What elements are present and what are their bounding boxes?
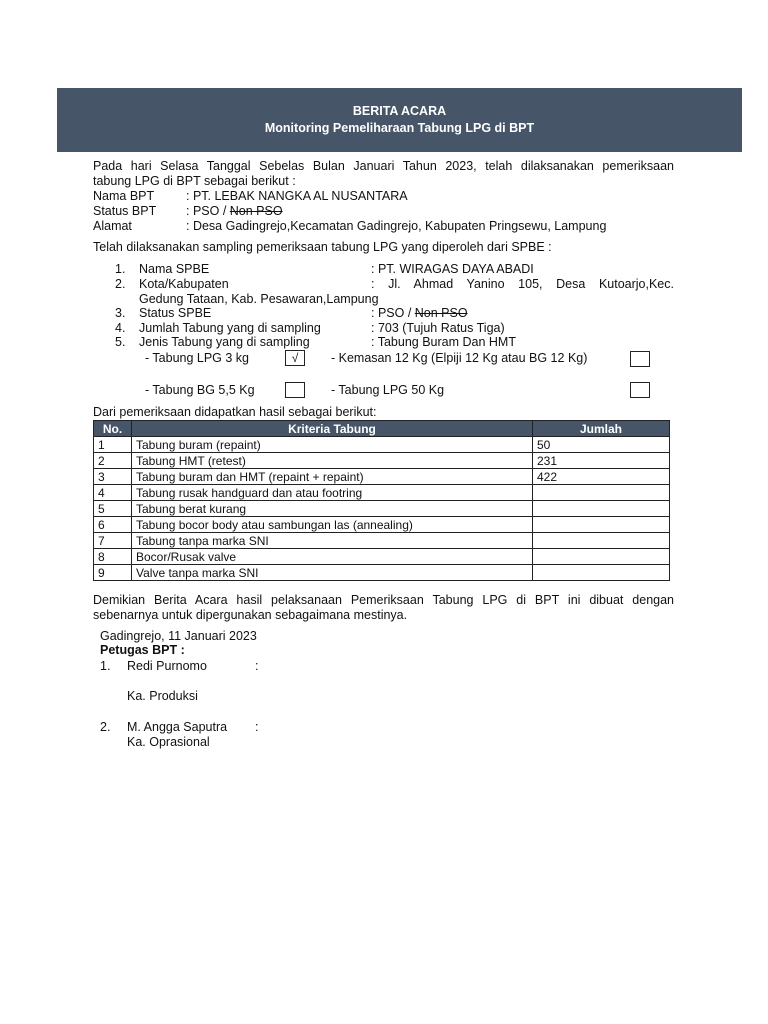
sampling-label-4: Jumlah Tabung yang di sampling (139, 321, 321, 335)
officer-colon-1: : (255, 659, 259, 673)
table-row (94, 453, 670, 469)
status-spbe-strike: Non PSO (414, 306, 468, 320)
cell-jumlah (533, 501, 670, 517)
intro-line-1: Pada hari Selasa Tanggal Sebelas Bulan Januari Tahun 2023, telah dilaksanakan pemeriksaan (93, 159, 674, 173)
cell-no: 9 (94, 565, 132, 581)
field-label-alamat: Alamat (93, 219, 132, 233)
table-row (94, 533, 670, 549)
table-row (94, 565, 670, 581)
sampling-value-2-cont: Gedung Tataan, Kab. Pesawaran,Lampung (139, 292, 379, 306)
sampling-num-5: 5. (115, 335, 126, 349)
sampling-value-5: : Tabung Buram Dan HMT (371, 335, 516, 349)
option-label-kemasan-12kg: - Kemasan 12 Kg (Elpiji 12 Kg atau BG 12 Kg) (331, 351, 588, 365)
cell-jumlah: 231 (533, 453, 670, 469)
officer-name-1: Redi Purnomo (127, 659, 207, 673)
field-label-status-bpt: Status BPT (93, 204, 157, 218)
table-header-row (94, 421, 670, 437)
cell-no: 7 (94, 533, 132, 549)
place-date: Gadingrejo, 11 Januari 2023 (100, 629, 257, 643)
sampling-label-5: Jenis Tabung yang di sampling (139, 335, 310, 349)
cell-jumlah: 422 (533, 469, 670, 485)
status-spbe-value: : PSO / (371, 306, 415, 320)
table-row (94, 517, 670, 533)
officer-role-1: Ka. Produksi (127, 689, 198, 703)
cell-no: 6 (94, 517, 132, 533)
results-intro: Dari pemeriksaan didapatkan hasil sebagai berikut: (93, 405, 377, 419)
option-label-bg-5kg: - Tabung BG 5,5 Kg (145, 383, 255, 397)
cell-jumlah: 50 (533, 437, 670, 453)
option-checkbox-bg-5kg[interactable] (285, 382, 305, 398)
document-title: BERITA ACARA (352, 104, 447, 118)
sampling-num-2: 2. (115, 277, 126, 291)
column-header-kriteria: Kriteria Tabung (132, 421, 533, 437)
sampling-value-2: : Jl. Ahmad Yanino 105, Desa Kutoarjo,Kec. (371, 277, 674, 291)
cell-jumlah (533, 517, 670, 533)
cell-jumlah (533, 549, 670, 565)
cell-no: 8 (94, 549, 132, 565)
officer-colon-2: : (255, 720, 259, 734)
table-row (94, 501, 670, 517)
officer-name-2: M. Angga Saputra (127, 720, 228, 734)
cell-kriteria: Tabung bocor body atau sambungan las (annealing) (132, 517, 533, 533)
option-checkbox-lpg-50kg[interactable] (630, 382, 650, 398)
column-header-jumlah: Jumlah (533, 421, 670, 437)
cell-kriteria: Tabung tanpa marka SNI (132, 533, 533, 549)
field-value-alamat: : Desa Gadingrejo,Kecamatan Gadingrejo, Kabupaten Pringsewu, Lampung (186, 219, 607, 233)
sampling-label-1: Nama SPBE (139, 262, 210, 276)
table-row (94, 485, 670, 501)
table-row (94, 549, 670, 565)
cell-kriteria: Tabung buram (repaint) (132, 437, 533, 453)
cell-jumlah (533, 533, 670, 549)
sampling-value-3 (371, 306, 468, 321)
closing-line-1: Demikian Berita Acara hasil pelaksanaan Pemeriksaan Tabung LPG di BPT ini dibuat dengan (93, 593, 674, 607)
document-subtitle: Monitoring Pemeliharaan Tabung LPG di BPT (264, 121, 535, 135)
cell-no: 4 (94, 485, 132, 501)
cell-kriteria: Tabung HMT (retest) (132, 453, 533, 469)
cell-kriteria: Tabung rusak handguard dan atau footring (132, 485, 533, 501)
cell-no: 1 (94, 437, 132, 453)
option-checkbox-lpg-3kg[interactable]: √ (285, 350, 305, 366)
results-table (93, 420, 670, 581)
sampling-num-4: 4. (115, 321, 126, 335)
officer-role-2: Ka. Oprasional (127, 735, 210, 749)
sampling-num-3: 3. (115, 306, 126, 320)
field-value-nama-bpt: : PT. LEBAK NANGKA AL NUSANTARA (186, 189, 408, 203)
closing-line-2: sebenarnya untuk dipergunakan sebagaimana mestinya. (93, 608, 408, 622)
cell-no: 2 (94, 453, 132, 469)
sampling-intro: Telah dilaksanakan sampling pemeriksaan tabung LPG yang diperoleh dari SPBE : (93, 240, 552, 254)
option-checkbox-kemasan-12kg[interactable] (630, 351, 650, 367)
cell-no: 3 (94, 469, 132, 485)
sampling-label-2: Kota/Kabupaten (139, 277, 229, 291)
field-value-status-bpt (186, 204, 283, 219)
option-label-lpg-50kg: - Tabung LPG 50 Kg (331, 383, 445, 397)
cell-jumlah (533, 565, 670, 581)
cell-kriteria: Bocor/Rusak valve (132, 549, 533, 565)
status-bpt-strike: Non PSO (229, 204, 283, 218)
table-row (94, 469, 670, 485)
officer-num-1: 1. (100, 659, 111, 673)
field-label-nama-bpt: Nama BPT (93, 189, 155, 203)
status-bpt-value: : PSO / (186, 204, 230, 218)
option-label-lpg-3kg: - Tabung LPG 3 kg (145, 351, 250, 365)
officer-num-2: 2. (100, 720, 111, 734)
petugas-heading: Petugas BPT : (100, 643, 185, 657)
cell-jumlah (533, 485, 670, 501)
cell-no: 5 (94, 501, 132, 517)
sampling-value-4: : 703 (Tujuh Ratus Tiga) (371, 321, 505, 335)
sampling-num-1: 1. (115, 262, 126, 276)
table-row (94, 437, 670, 453)
cell-kriteria: Tabung berat kurang (132, 501, 533, 517)
document-header (57, 88, 742, 152)
column-header-no: No. (94, 421, 132, 437)
sampling-value-1: : PT. WIRAGAS DAYA ABADI (371, 262, 534, 276)
cell-kriteria: Tabung buram dan HMT (repaint + repaint) (132, 469, 533, 485)
cell-kriteria: Valve tanpa marka SNI (132, 565, 533, 581)
intro-line-2: tabung LPG di BPT sebagai berikut : (93, 174, 296, 188)
sampling-label-3: Status SPBE (139, 306, 212, 320)
